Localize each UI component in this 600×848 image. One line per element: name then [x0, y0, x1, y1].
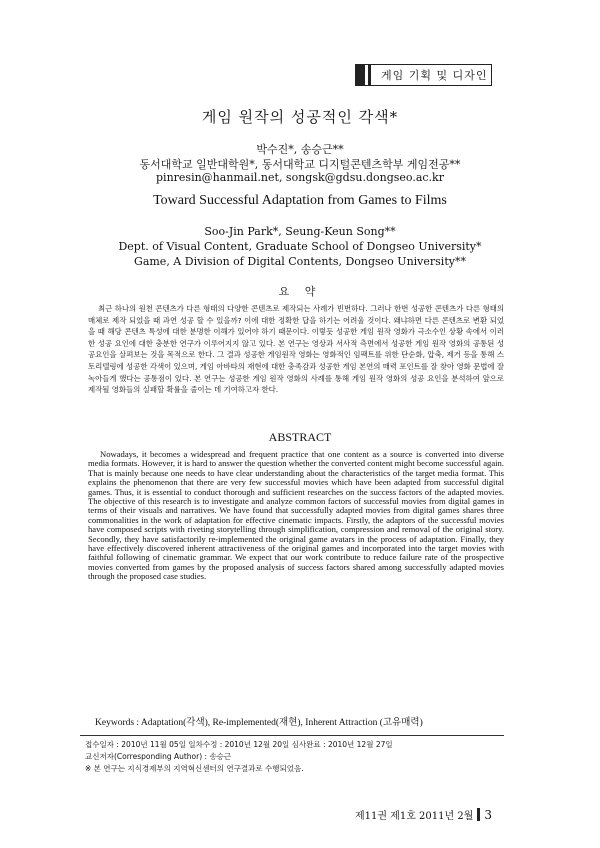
abstract-korean-heading: 요 약	[278, 285, 322, 298]
section-tag	[355, 64, 492, 86]
section-tag-bar-thin	[368, 65, 371, 85]
authors-english: Soo-Jin Park*, Seung-Keun Song**	[204, 225, 396, 238]
issue-info: 제11권 제1호 2011년 2월	[354, 811, 474, 822]
section-tag-bar	[355, 65, 365, 85]
abstract-english-heading: ABSTRACT	[268, 430, 332, 444]
affiliation-korean: 동서대학교 일반대학원*, 동서대학교 디지털콘텐츠학부 게임전공**	[139, 158, 461, 171]
title-english: Toward Successful Adaptation from Games to Films	[153, 193, 447, 208]
author-emails: pinresin@hanmail.net, songsk@gdsu.dongseo.ac.kr	[156, 171, 444, 184]
affiliation-english-1: Dept. of Visual Content, Graduate School of Dongseo University*	[118, 240, 482, 253]
abstract-english: Nowadays, it becomes a widespread and frequent practice that one content as a source is converted into diverse media formats. However, it is hard to answer the question whether the converted content might become successful again. That is mainly because one needs to have clear understanding about the characteristics of the target media format. This explains the phenomenon that there are very few successful movies which have been adapted from successful digital games. Thus, it is essential to conduct thorough and sufficient researches on the success factors of the adapted movies. The objective of this research is to investigate and analyze common factors of successful movies from digital games in terms of their visuals and narratives. We have found that successfully adapted movies from digital games shares three commonalities in the work of adaptation for effective cinematic impacts. Firstly, the adaptors of the successful movies have composed scripts with riveting storytelling through simplification, compression and removal of the original story. Secondly, they have satisfactorily re-implemented the original game avatars in the process of adaptation. Finally, they have effectively discovered inherent attractiveness of the original games and incorporated into the target movies with faithful following of cinematic grammar. We expect that our work contribute to reduce failure rate of the prospective movies converted from games by the proposed analysis of success factors shared among successfully adapted movies through the proposed case studies.	[88, 449, 504, 582]
section-tag-label: 게임 기획 및 디자인	[381, 69, 488, 82]
page-number: 3	[484, 807, 492, 822]
page-footer	[355, 807, 492, 822]
keywords: Keywords : Adaptation(각색), Re-implemented(재현), Inherent Attraction (고유매력)	[95, 718, 423, 728]
authors-korean: 박수진*, 송승근**	[256, 143, 344, 156]
abstract-korean: 최근 하나의 원천 콘텐츠가 다른 형태의 다양한 콘텐츠로 제작되는 사례가 빈번하다. 그러나 한번 성공한 콘텐츠가 다른 형태의 매체로 제작 되었을 때 과연 성공 할 수 있을까? 이에 대한 정확한 답을 하기는 어려울 것이다. 왜냐하면 다른 콘텐츠로 변환 되었을 때 해당 콘텐츠 특성에 대한 분명한 이해가 있어야 하기 때문이다. 이렇듯 성공한 게임 원작 영화가 극소수인 상황 속에서 이러한 성공 요인에 대한 충분한 연구가 이루어지지 않고 있다. 본 연구는 영상과 서사적 측면에서 성공한 게임 원작 영화의 공통된 성공요인을 살펴보는 것을 목적으로 한다. 그 결과 성공한 게임원작 영화는 영화적인 임팩트를 위한 단순화, 압축, 제거 등을 통해 스토리텔링에 성공한 각색이 있으며, 게임 아바타의 재현에 대한 충족감과 성공한 게임 본연의 매력 포인트를 잘 찾아 영화 문법에 잘 녹아들게 했다는 공통점이 있다. 본 연구는 성공한 게임 원작 영화의 사례를 통해 게임 원작 영화의 성공 요인을 분석하여 앞으로 제작될 영화들의 실패할 확률을 줄이는 데 기여하고자 한다.	[88, 304, 504, 395]
divider	[80, 735, 504, 736]
title-korean: 게임 원작의 성공적인 각색*	[201, 108, 399, 126]
page-number-bar	[477, 808, 480, 821]
corresponding-author: 교신저자(Corresponding Author) : 송승근	[85, 752, 232, 761]
funding-note: ※ 본 연구는 지식경제부의 지역혁신센터의 연구결과로 수행되었음.	[85, 764, 304, 773]
affiliation-english-2: Game, A Division of Digital Contents, Dongseo University**	[134, 255, 466, 268]
submission-dates: 접수일자 : 2010년 11월 05일 일차수정 : 2010년 12월 20일 심사완료 : 2010년 12월 27일	[85, 740, 393, 749]
